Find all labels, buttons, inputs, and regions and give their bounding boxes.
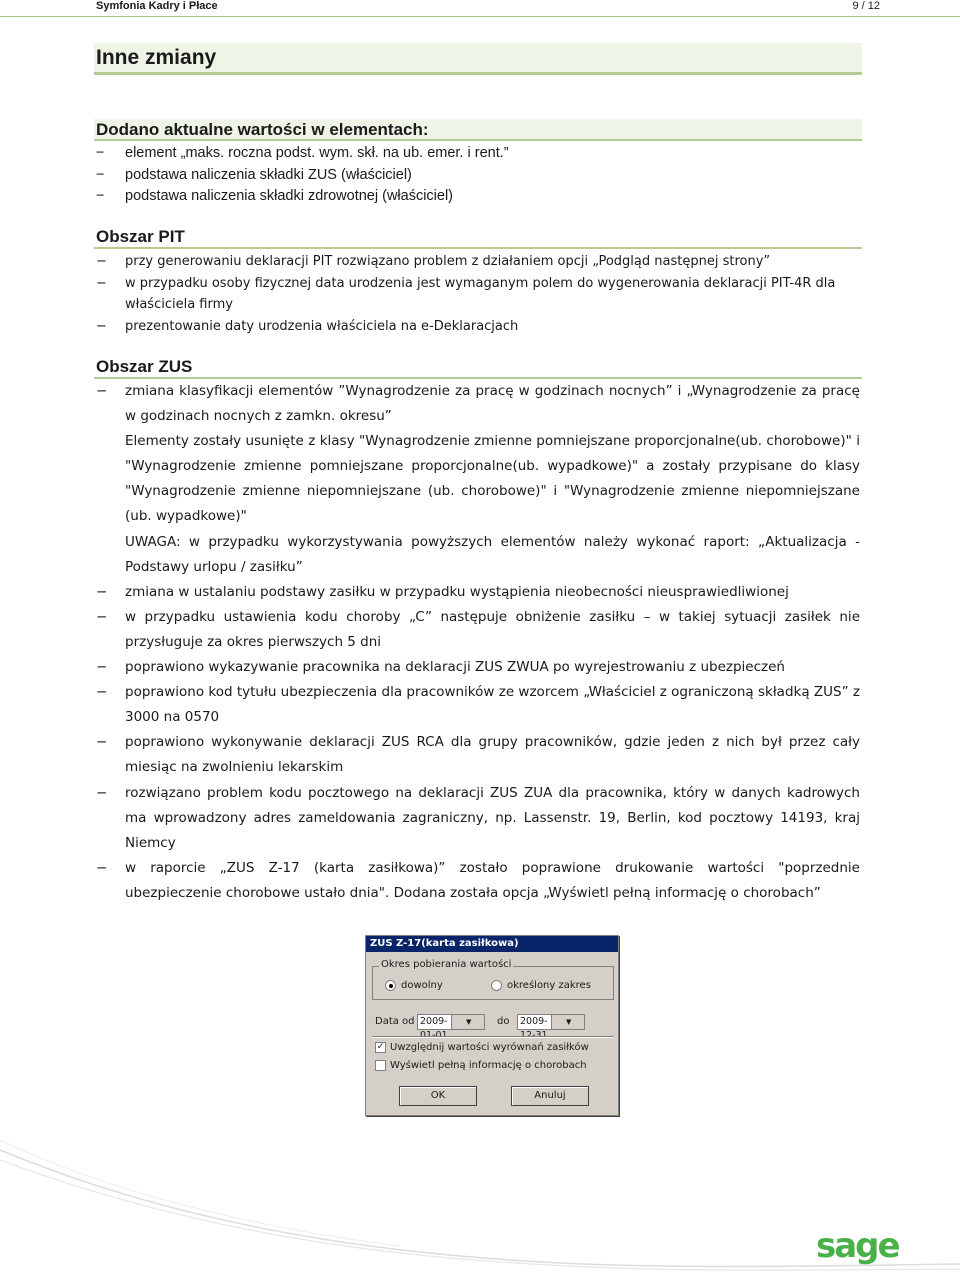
- pit-list: [96, 251, 860, 337]
- dropdown-arrow-icon[interactable]: ▼: [451, 1015, 485, 1029]
- section-heading-zus: [94, 356, 862, 379]
- cancel-button[interactable]: Anuluj: [511, 1086, 589, 1106]
- checkbox-empty-icon: [375, 1060, 386, 1071]
- page-header: [0, 0, 960, 17]
- date-to-label: do: [497, 1016, 510, 1027]
- list-item: − poprawiono kod tytułu ubezpieczenia dla pracowników ze wzorcem „Właściciel z ograniczoną składką ZUS” z 3000 na 0570: [96, 680, 860, 730]
- checkbox-wyswietl[interactable]: [375, 1060, 587, 1071]
- list-item: − w przypadku ustawienia kodu choroby „C” następuje obniżenie zasiłku – w takiej sytuacji zasiłek nie przysługuje za okres pierwszych 5 dni: [96, 605, 860, 655]
- date-to-combo[interactable]: [517, 1014, 585, 1041]
- main-heading: Inne zmiany: [94, 43, 862, 75]
- ok-button[interactable]: OK: [399, 1086, 477, 1106]
- list-item: − podstawa naliczenia składki ZUS (właściciel): [96, 165, 860, 187]
- checkbox-label: Wyświetl pełną informację o chorobach: [390, 1060, 587, 1071]
- divider: [94, 247, 862, 249]
- zus-z17-dialog: [365, 935, 619, 1116]
- date-from-label: Data od: [375, 1016, 415, 1027]
- dialog-divider: [372, 1036, 614, 1038]
- dialog-title: ZUS Z-17(karta zasiłkowa): [366, 936, 618, 952]
- list-item: − przy generowaniu deklaracji PIT rozwiązano problem z działaniem opcji „Podgląd następnej strony”: [96, 251, 860, 273]
- radio-dowolny[interactable]: [385, 980, 443, 991]
- period-group-label: Okres pobierania wartości: [381, 959, 512, 970]
- list-item: − zmiana klasyfikacji elementów ”Wynagrodzenie za pracę w godzinach nocnych” i „Wynagrodzenie za pracę w godzinach nocnych z zamkn. okresu”: [96, 379, 860, 429]
- document-title: Symfonia Kadry i Płace: [96, 0, 218, 12]
- list-item: − poprawiono wykonywanie deklaracji ZUS RCA dla grupy pracowników, gdzie jeden z nich był przez cały miesiąc na zwolnieniu lekarskim: [96, 730, 860, 780]
- date-to-value: 2009-12-31: [520, 1016, 548, 1041]
- checkmark-icon: ✓: [376, 1042, 385, 1052]
- section-heading-pit: [94, 226, 862, 249]
- list-item: − podstawa naliczenia składki zdrowotnej (właściciel): [96, 186, 860, 208]
- dropdown-arrow-icon[interactable]: ▼: [551, 1015, 585, 1029]
- radio-empty-icon: [491, 980, 502, 991]
- radio-label: określony zakres: [507, 980, 591, 991]
- sage-logo: sage: [816, 1226, 899, 1266]
- page-number: 9 / 12: [852, 0, 880, 12]
- list-item: − w przypadku osoby fizycznej data urodzenia jest wymaganym polem do wygenerowania deklaracji PIT-4R dla właściciela firmy: [96, 273, 860, 316]
- checkbox-uwzglednij[interactable]: [375, 1042, 589, 1053]
- checkbox-label: Uwzględnij wartości wyrównań zasiłków: [390, 1042, 589, 1053]
- radio-selected-icon: [385, 980, 396, 991]
- zus-list: [96, 379, 860, 906]
- zus-title: Obszar ZUS: [96, 357, 193, 376]
- date-from-value: 2009-01-01: [420, 1016, 448, 1041]
- radio-okreslony[interactable]: [491, 980, 591, 991]
- section-heading-values: Dodano aktualne wartości w elementach:: [94, 119, 862, 141]
- date-from-combo[interactable]: [417, 1014, 485, 1041]
- list-item: − rozwiązano problem kodu pocztowego na deklaracji ZUS ZUA dla pracownika, który w danych kadrowych ma wprowadzony adres zameldowania zagraniczny, np. Lassenstr. 19, Berlin, kod pocztowy 14193, kraj Niemcy: [96, 781, 860, 856]
- values-list: [96, 143, 860, 208]
- list-item-note: UWAGA: w przypadku wykorzystywania powyższych elementów należy wykonać raport: „Aktualizacja - Podstawy urlopu / zasiłku”: [125, 533, 860, 575]
- list-item: − w raporcie „ZUS Z-17 (karta zasiłkowa)” zostało poprawione drukowanie wartości "poprzednie ubezpieczenie chorobowe ustało dnia". Dodana została opcja „Wyświetl pełną informację o chorobach”: [96, 856, 860, 906]
- list-item: − poprawiono wykazywanie pracownika na deklaracji ZUS ZWUA po wyrejestrowaniu z ubezpieczeń: [96, 655, 860, 680]
- list-item: − prezentowanie daty urodzenia właściciela na e-Deklaracjach: [96, 316, 860, 338]
- radio-label: dowolny: [401, 980, 443, 991]
- list-item-note: Elementy zostały usunięte z klasy "Wynagrodzenie zmienne pomniejszane proporcjonalne(ub. chorobowe)" i "Wynagrodzenie zmienne pomniejszane proporcjonalne(ub. wypadkowe)" a zostały przypisane do klasy "Wynagrodzenie zmienne niepomniejszane (ub. chorobowe)" i "Wynagrodzenie zmienne niepomniejszane (ub. wypadkowe)": [125, 433, 860, 525]
- pit-title: Obszar PIT: [96, 227, 185, 246]
- list-item: − zmiana w ustalaniu podstawy zasiłku w przypadku wystąpienia nieobecności nieusprawiedliwionej: [96, 580, 860, 605]
- list-item: − element „maks. roczna podst. wym. skł. na ub. emer. i rent.”: [96, 143, 860, 165]
- period-group: [372, 959, 614, 1000]
